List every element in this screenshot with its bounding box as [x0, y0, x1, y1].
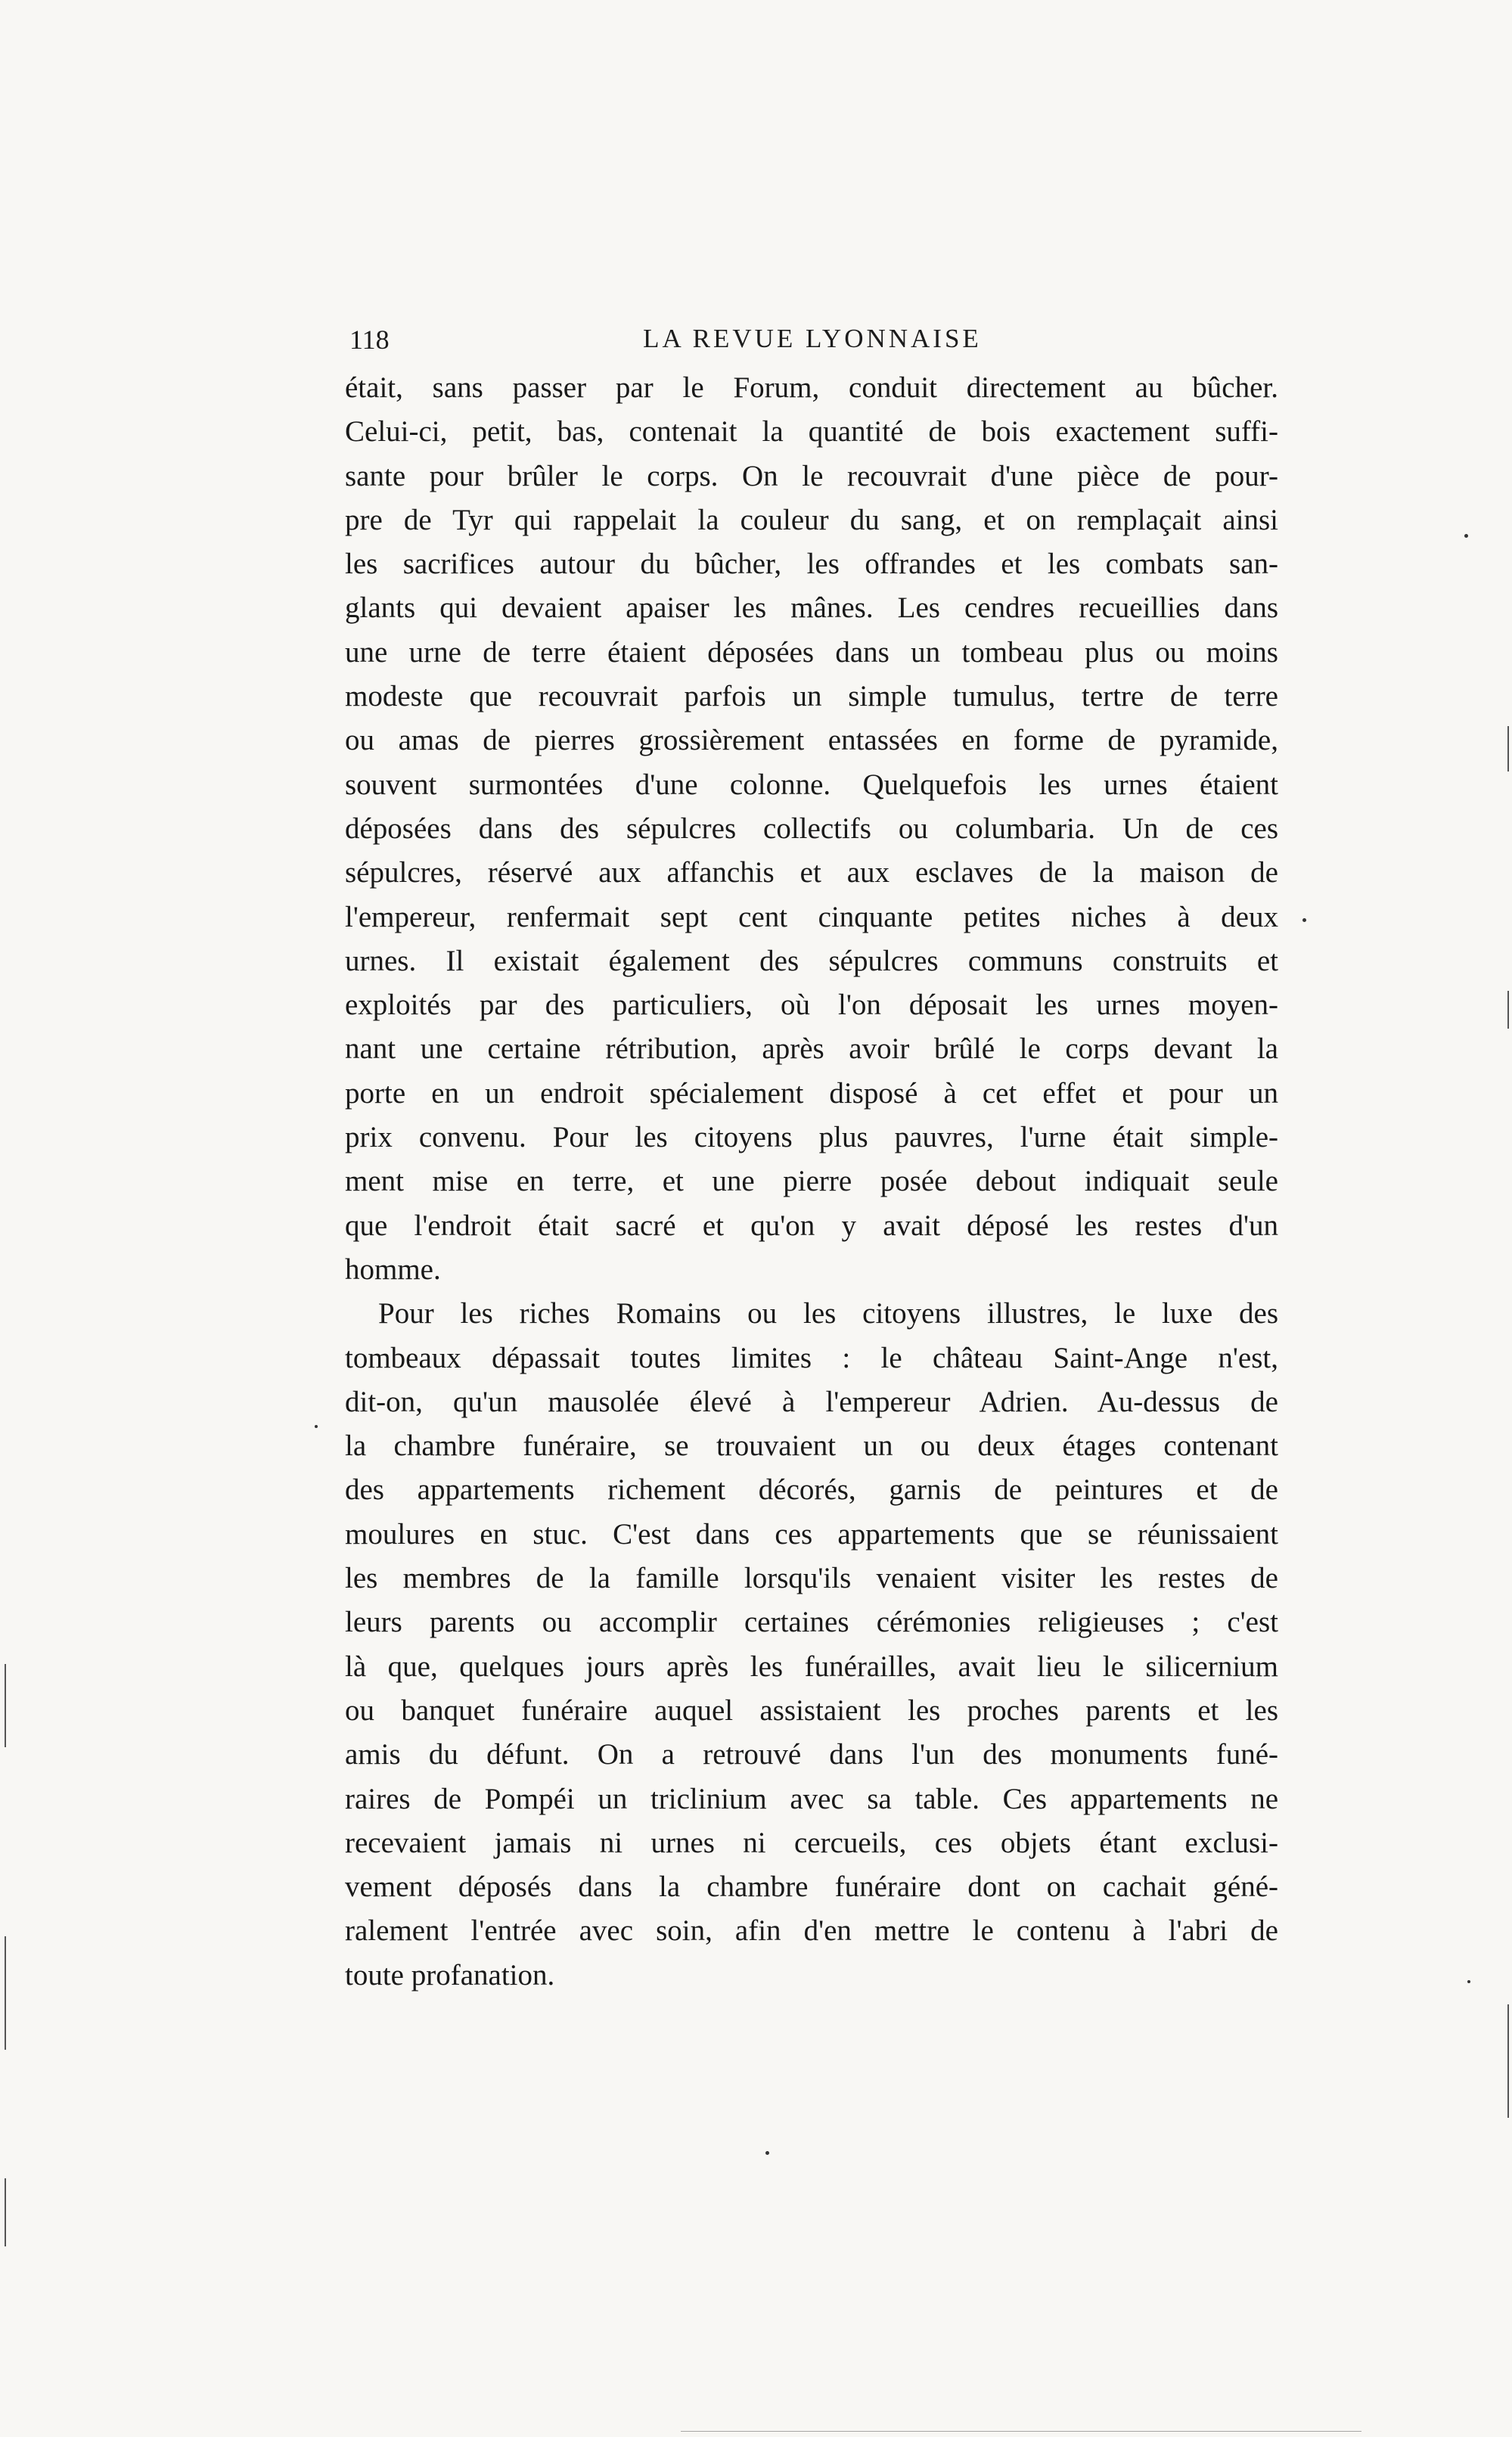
text-line: Pour les riches Romains ou les citoyens illustres, le luxe des — [378, 1297, 1278, 1330]
text-line: raires de Pompéi un triclinium avec sa table. Ces appartements ne — [345, 1782, 1278, 1815]
text-line: moulures en stuc. C'est dans ces appartements que se réunissaient — [345, 1517, 1278, 1551]
text-line: prix convenu. Pour les citoyens plus pauvres, l'urne était simple- — [345, 1121, 1278, 1154]
scan-edge-mark — [1507, 2004, 1509, 2118]
text-line: exploités par des particuliers, où l'on déposait les urnes moyen- — [345, 989, 1278, 1022]
text-line: toute profanation. — [345, 1958, 555, 1992]
text-line: là que, quelques jours après les funérailles, avait lieu le silicernium — [345, 1650, 1278, 1683]
scan-edge-mark — [681, 2431, 1361, 2432]
scan-speck — [315, 1425, 318, 1428]
text-line: nant une certaine rétribution, après avoir brûlé le corps devant la — [345, 1032, 1278, 1066]
text-line: glants qui devaient apaiser les mânes. Les cendres recueillies dans — [345, 591, 1278, 625]
text-line: ralement l'entrée avec soin, afin d'en mettre le contenu à l'abri de — [345, 1914, 1278, 1948]
text-line: pre de Tyr qui rappelait la couleur du sang, et on remplaçait ainsi — [345, 503, 1278, 536]
text-line: l'empereur, renfermait sept cent cinquante petites niches à deux — [345, 900, 1278, 933]
journal-title: LA REVUE LYONNAISE — [643, 324, 982, 353]
text-line: la chambre funéraire, se trouvaient un ou deux étages contenant — [345, 1430, 1278, 1463]
text-line: ment mise en terre, et une pierre posée debout indiquait seule — [345, 1165, 1278, 1198]
text-line: était, sans passer par le Forum, conduit directement au bûcher. — [345, 371, 1278, 404]
text-line: souvent surmontées d'une colonne. Quelquefois les urnes étaient — [345, 768, 1278, 801]
text-line: sépulcres, réservé aux affanchis et aux esclaves de la maison de — [345, 856, 1278, 889]
text-line: Celui-ci, petit, bas, contenait la quantité de bois exactement suffi- — [345, 415, 1278, 449]
text-line: sante pour brûler le corps. On le recouvrait d'une pièce de pour- — [345, 459, 1278, 492]
scan-speck — [1302, 918, 1306, 922]
running-head — [349, 324, 1275, 363]
scan-edge-mark — [1507, 726, 1509, 771]
text-line: porte en un endroit spécialement disposé à cet effet et pour un — [345, 1076, 1278, 1110]
text-line: vement déposés dans la chambre funéraire dont on cachait géné- — [345, 1870, 1278, 1904]
scan-edge-mark — [5, 1664, 6, 1747]
text-line: modeste que recouvrait parfois un simple tumulus, tertre de terre — [345, 680, 1278, 713]
text-line: amis du défunt. On a retrouvé dans l'un des monuments funé- — [345, 1738, 1278, 1771]
scan-speck — [1464, 534, 1468, 538]
text-line: recevaient jamais ni urnes ni cercueils, ces objets étant exclusi- — [345, 1826, 1278, 1859]
page-number: 118 — [349, 324, 390, 355]
scan-speck — [765, 2151, 769, 2155]
scan-edge-mark — [5, 1936, 6, 2050]
body-text — [345, 366, 1278, 1998]
text-line: une urne de terre étaient déposées dans un tombeau plus ou moins — [345, 635, 1278, 669]
text-line: urnes. Il existait également des sépulcres communs construits et — [345, 944, 1278, 977]
text-line: homme. — [345, 1253, 441, 1286]
text-line: ou banquet funéraire auquel assistaient les proches parents et les — [345, 1693, 1278, 1727]
text-line: déposées dans des sépulcres collectifs ou columbaria. Un de ces — [345, 812, 1278, 845]
text-line: que l'endroit était sacré et qu'on y avait déposé les restes d'un — [345, 1209, 1278, 1242]
text-line: des appartements richement décorés, garnis de peintures et de — [345, 1473, 1278, 1507]
text-line: les sacrifices autour du bûcher, les offrandes et les combats san- — [345, 548, 1278, 581]
scan-edge-mark — [5, 2178, 6, 2246]
scan-speck — [1467, 1980, 1470, 1983]
text-line: ou amas de pierres grossièrement entassées en forme de pyramide, — [345, 724, 1278, 757]
scan-edge-mark — [1507, 991, 1509, 1029]
text-line: leurs parents ou accomplir certaines cérémonies religieuses ; c'est — [345, 1606, 1278, 1639]
text-line: dit-on, qu'un mausolée élevé à l'empereur Adrien. Au-dessus de — [345, 1385, 1278, 1418]
text-line: tombeaux dépassait toutes limites : le château Saint-Ange n'est, — [345, 1341, 1278, 1374]
text-line: les membres de la famille lorsqu'ils venaient visiter les restes de — [345, 1562, 1278, 1595]
